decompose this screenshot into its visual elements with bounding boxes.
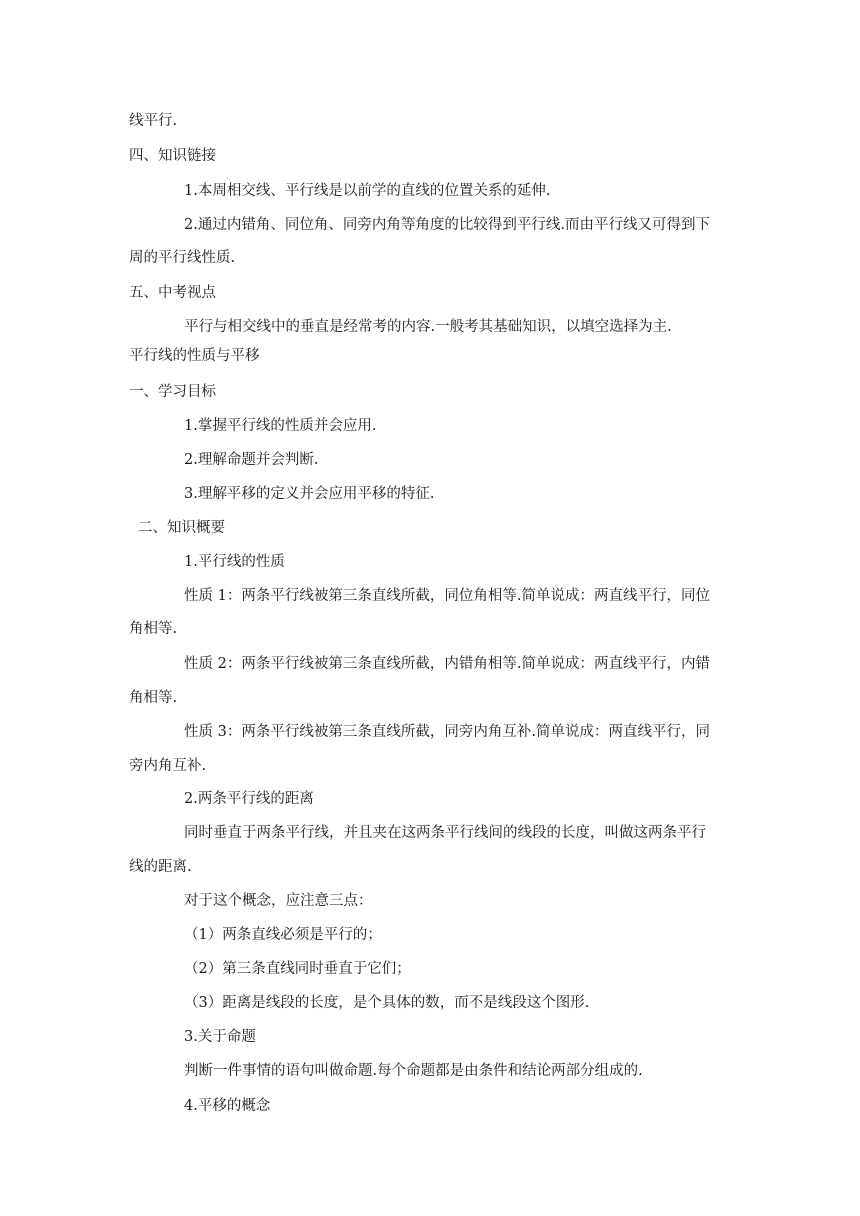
paragraph-line: 对于这个概念，应注意三点：: [184, 893, 373, 909]
paragraph-line: 判断一件事情的语句叫做命题.每个命题都是由条件和结论两部分组成的.: [184, 1063, 643, 1079]
section-heading-learning-goals: 一、学习目标: [129, 384, 216, 400]
paragraph-line: 角相等.: [129, 690, 178, 706]
subsection-heading: 1.平行线的性质: [184, 554, 285, 570]
paragraph-line: 旁内角互补.: [129, 758, 207, 774]
subsection-heading: 3.关于命题: [184, 1029, 256, 1045]
list-item: （1）两条直线必须是平行的；: [184, 927, 382, 943]
paragraph-line: 同时垂直于两条平行线，并且夹在这两条平行线间的线段的长度，叫做这两条平行: [184, 825, 706, 841]
list-item: （3）距离是线段的长度，是个具体的数，而不是线段这个图形.: [184, 995, 590, 1011]
paragraph-line: 2.通过内错角、同位角、同旁内角等角度的比较得到平行线.而由平行线又可得到下: [184, 217, 710, 233]
section-heading-knowledge-overview: 二、知识概要: [138, 520, 225, 536]
subsection-heading: 2.两条平行线的距离: [184, 791, 314, 807]
paragraph-continuation: 线平行.: [129, 113, 178, 129]
list-item: （2）第三条直线同时垂直于它们；: [184, 961, 411, 977]
lesson-title: 平行线的性质与平移: [129, 348, 260, 364]
paragraph-line: 平行与相交线中的垂直是经常考的内容.一般考其基础知识，以填空选择为主.: [184, 319, 672, 335]
paragraph-line: 性质 2：两条平行线被第三条直线所截，内错角相等.简单说成：两直线平行，内错: [184, 656, 710, 672]
paragraph-line: 角相等.: [129, 621, 178, 637]
list-item: 2.理解命题并会判断.: [184, 452, 319, 468]
paragraph-line: 周的平行线性质.: [129, 250, 236, 266]
section-heading-exam-view: 五、中考视点: [129, 285, 216, 301]
section-heading-knowledge-link: 四、知识链接: [129, 148, 216, 164]
list-item: 3.理解平移的定义并会应用平移的特征.: [184, 486, 435, 502]
subsection-heading: 4.平移的概念: [184, 1098, 271, 1114]
paragraph-line: 线的距离.: [129, 859, 192, 875]
paragraph-line: 性质 1：两条平行线被第三条直线所截，同位角相等.简单说成：两直线平行，同位: [184, 588, 710, 604]
list-item: 1.掌握平行线的性质并会应用.: [184, 418, 377, 434]
paragraph-line: 1.本周相交线、平行线是以前学的直线的位置关系的延伸.: [184, 183, 551, 199]
paragraph-line: 性质 3：两条平行线被第三条直线所截，同旁内角互补.简单说成：两直线平行，同: [184, 724, 710, 740]
